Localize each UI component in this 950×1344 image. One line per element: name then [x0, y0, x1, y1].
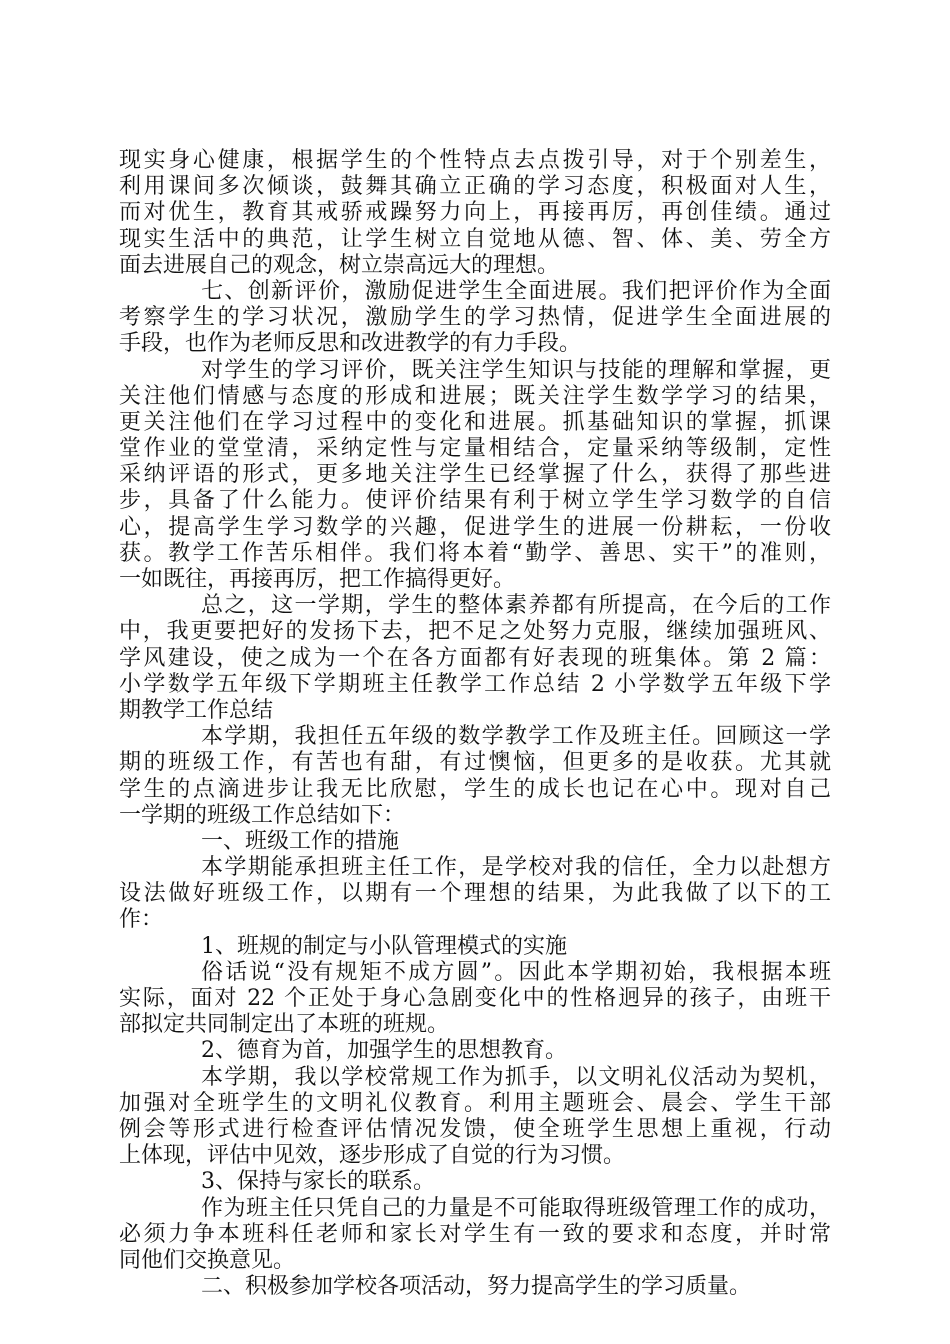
text-line: 七、创新评价，激励促进学生全面进展。我们把评价作为全面 — [201, 278, 831, 304]
text-line: 实际，面对 22 个正处于身心急剧变化中的性格迥异的孩子，由班干 — [119, 986, 831, 1011]
text-line: 必须力争本班科任老师和家长对学生有一致的要求和态度，并时常 — [119, 1221, 831, 1247]
text-line: 而对优生，教育其戒骄戒躁努力向上，再接再厉，再创佳绩。通过 — [119, 200, 831, 226]
text-line: 本学期，我担任五年级的数学教学工作及班主任。回顾这一学 — [201, 724, 831, 750]
text-line: 手段，也作为老师反思和改进教学的有力手段。 — [119, 331, 582, 357]
text-line: 一学期的班级工作总结如下： — [119, 802, 406, 828]
text-line: 例会等形式进行检查评估情况发馈，使全班学生思想上重视，行动 — [119, 1116, 831, 1142]
text-line: 上体现，评估中见效，逐步形成了自觉的行为习惯。 — [119, 1143, 626, 1169]
text-line: 2、德育为首，加强学生的思想教育。 — [201, 1038, 567, 1064]
text-line: 俗话说“没有规矩不成方圆”。因此本学期初始，我根据本班 — [201, 959, 831, 985]
text-line: 关注他们情感与态度的形成和进展；既关注学生数学学习的结果， — [119, 383, 831, 409]
text-line: 学风建设，使之成为一个在各方面都有好表现的班集体。第 2 篇： — [119, 645, 831, 671]
text-line: 作： — [119, 907, 164, 933]
text-line: 期的班级工作，有苦也有甜，有过懊恼，但更多的是收获。尤其就 — [119, 750, 831, 776]
text-line: 本学期，我以学校常规工作为抓手，以文明礼仪活动为契机， — [201, 1064, 831, 1090]
text-line: 学生的点滴进步让我无比欣慰，学生的成长也记在心中。现对自己 — [119, 776, 831, 802]
text-line: 面去进展自己的观念，树立崇高远大的理想。 — [119, 252, 560, 278]
text-line: 设法做好班级工作，以期有一个理想的结果，为此我做了以下的工 — [119, 881, 831, 907]
text-line: 堂作业的堂堂清，采纳定性与定量相结合，定量采纳等级制，定性 — [119, 436, 831, 462]
text-line: 中，我更要把好的发扬下去，把不足之处努力克服，继续加强班风、 — [119, 619, 831, 645]
text-line: 1、班规的制定与小队管理模式的实施 — [201, 933, 567, 959]
text-line: 本学期能承担班主任工作，是学校对我的信任，全力以赴想方 — [201, 855, 831, 881]
text-line: 采纳评语的形式，更多地关注学生已经掌握了什么，获得了那些进 — [119, 462, 831, 488]
text-line: 二、积极参加学校各项活动，努力提高学生的学习质量。 — [201, 1274, 752, 1300]
text-line: 考察学生的学习状况，激励学生的学习热情，促进学生全面进展的 — [119, 305, 831, 331]
text-line: 一、班级工作的措施 — [201, 828, 400, 854]
text-line: 现实身心健康，根据学生的个性特点去点拨引导，对于个别差生， — [119, 148, 831, 173]
text-line: 步，具备了什么能力。使评价结果有利于树立学生学习数学的自信 — [119, 488, 831, 514]
text-line: 更关注他们在学习过程中的变化和进展。抓基础知识的掌握，抓课 — [119, 409, 831, 435]
text-line: 获。教学工作苦乐相伴。我们将本着“勤学、善思、实干”的准则， — [119, 540, 831, 566]
text-line: 3、保持与家长的联系。 — [201, 1169, 435, 1195]
text-line: 期教学工作总结 — [119, 697, 274, 723]
text-line: 作为班主任只凭自己的力量是不可能取得班级管理工作的成功， — [201, 1195, 831, 1221]
text-line: 心，提高学生学习数学的兴趣，促进学生的进展一份耕耘，一份收 — [119, 514, 831, 540]
text-line: 部拟定共同制定出了本班的班规。 — [119, 1012, 450, 1038]
text-line: 利用课间多次倾谈，鼓舞其确立正确的学习态度，积极面对人生， — [119, 174, 831, 200]
text-line: 总之，这一学期，学生的整体素养都有所提高，在今后的工作 — [201, 593, 831, 619]
document-page — [119, 148, 831, 1300]
text-line: 同他们交换意见。 — [119, 1247, 296, 1273]
text-line: 对学生的学习评价，既关注学生知识与技能的理解和掌握，更 — [201, 357, 831, 383]
text-line: 小学数学五年级下学期班主任教学工作总结 2 小学数学五年级下学 — [119, 671, 831, 697]
text-line: 加强对全班学生的文明礼仪教育。利用主题班会、晨会、学生干部 — [119, 1090, 831, 1116]
text-line: 一如既往，再接再厉，把工作搞得更好。 — [119, 567, 516, 592]
text-line: 现实生活中的典范，让学生树立自觉地从德、智、体、美、劳全方 — [119, 226, 831, 252]
